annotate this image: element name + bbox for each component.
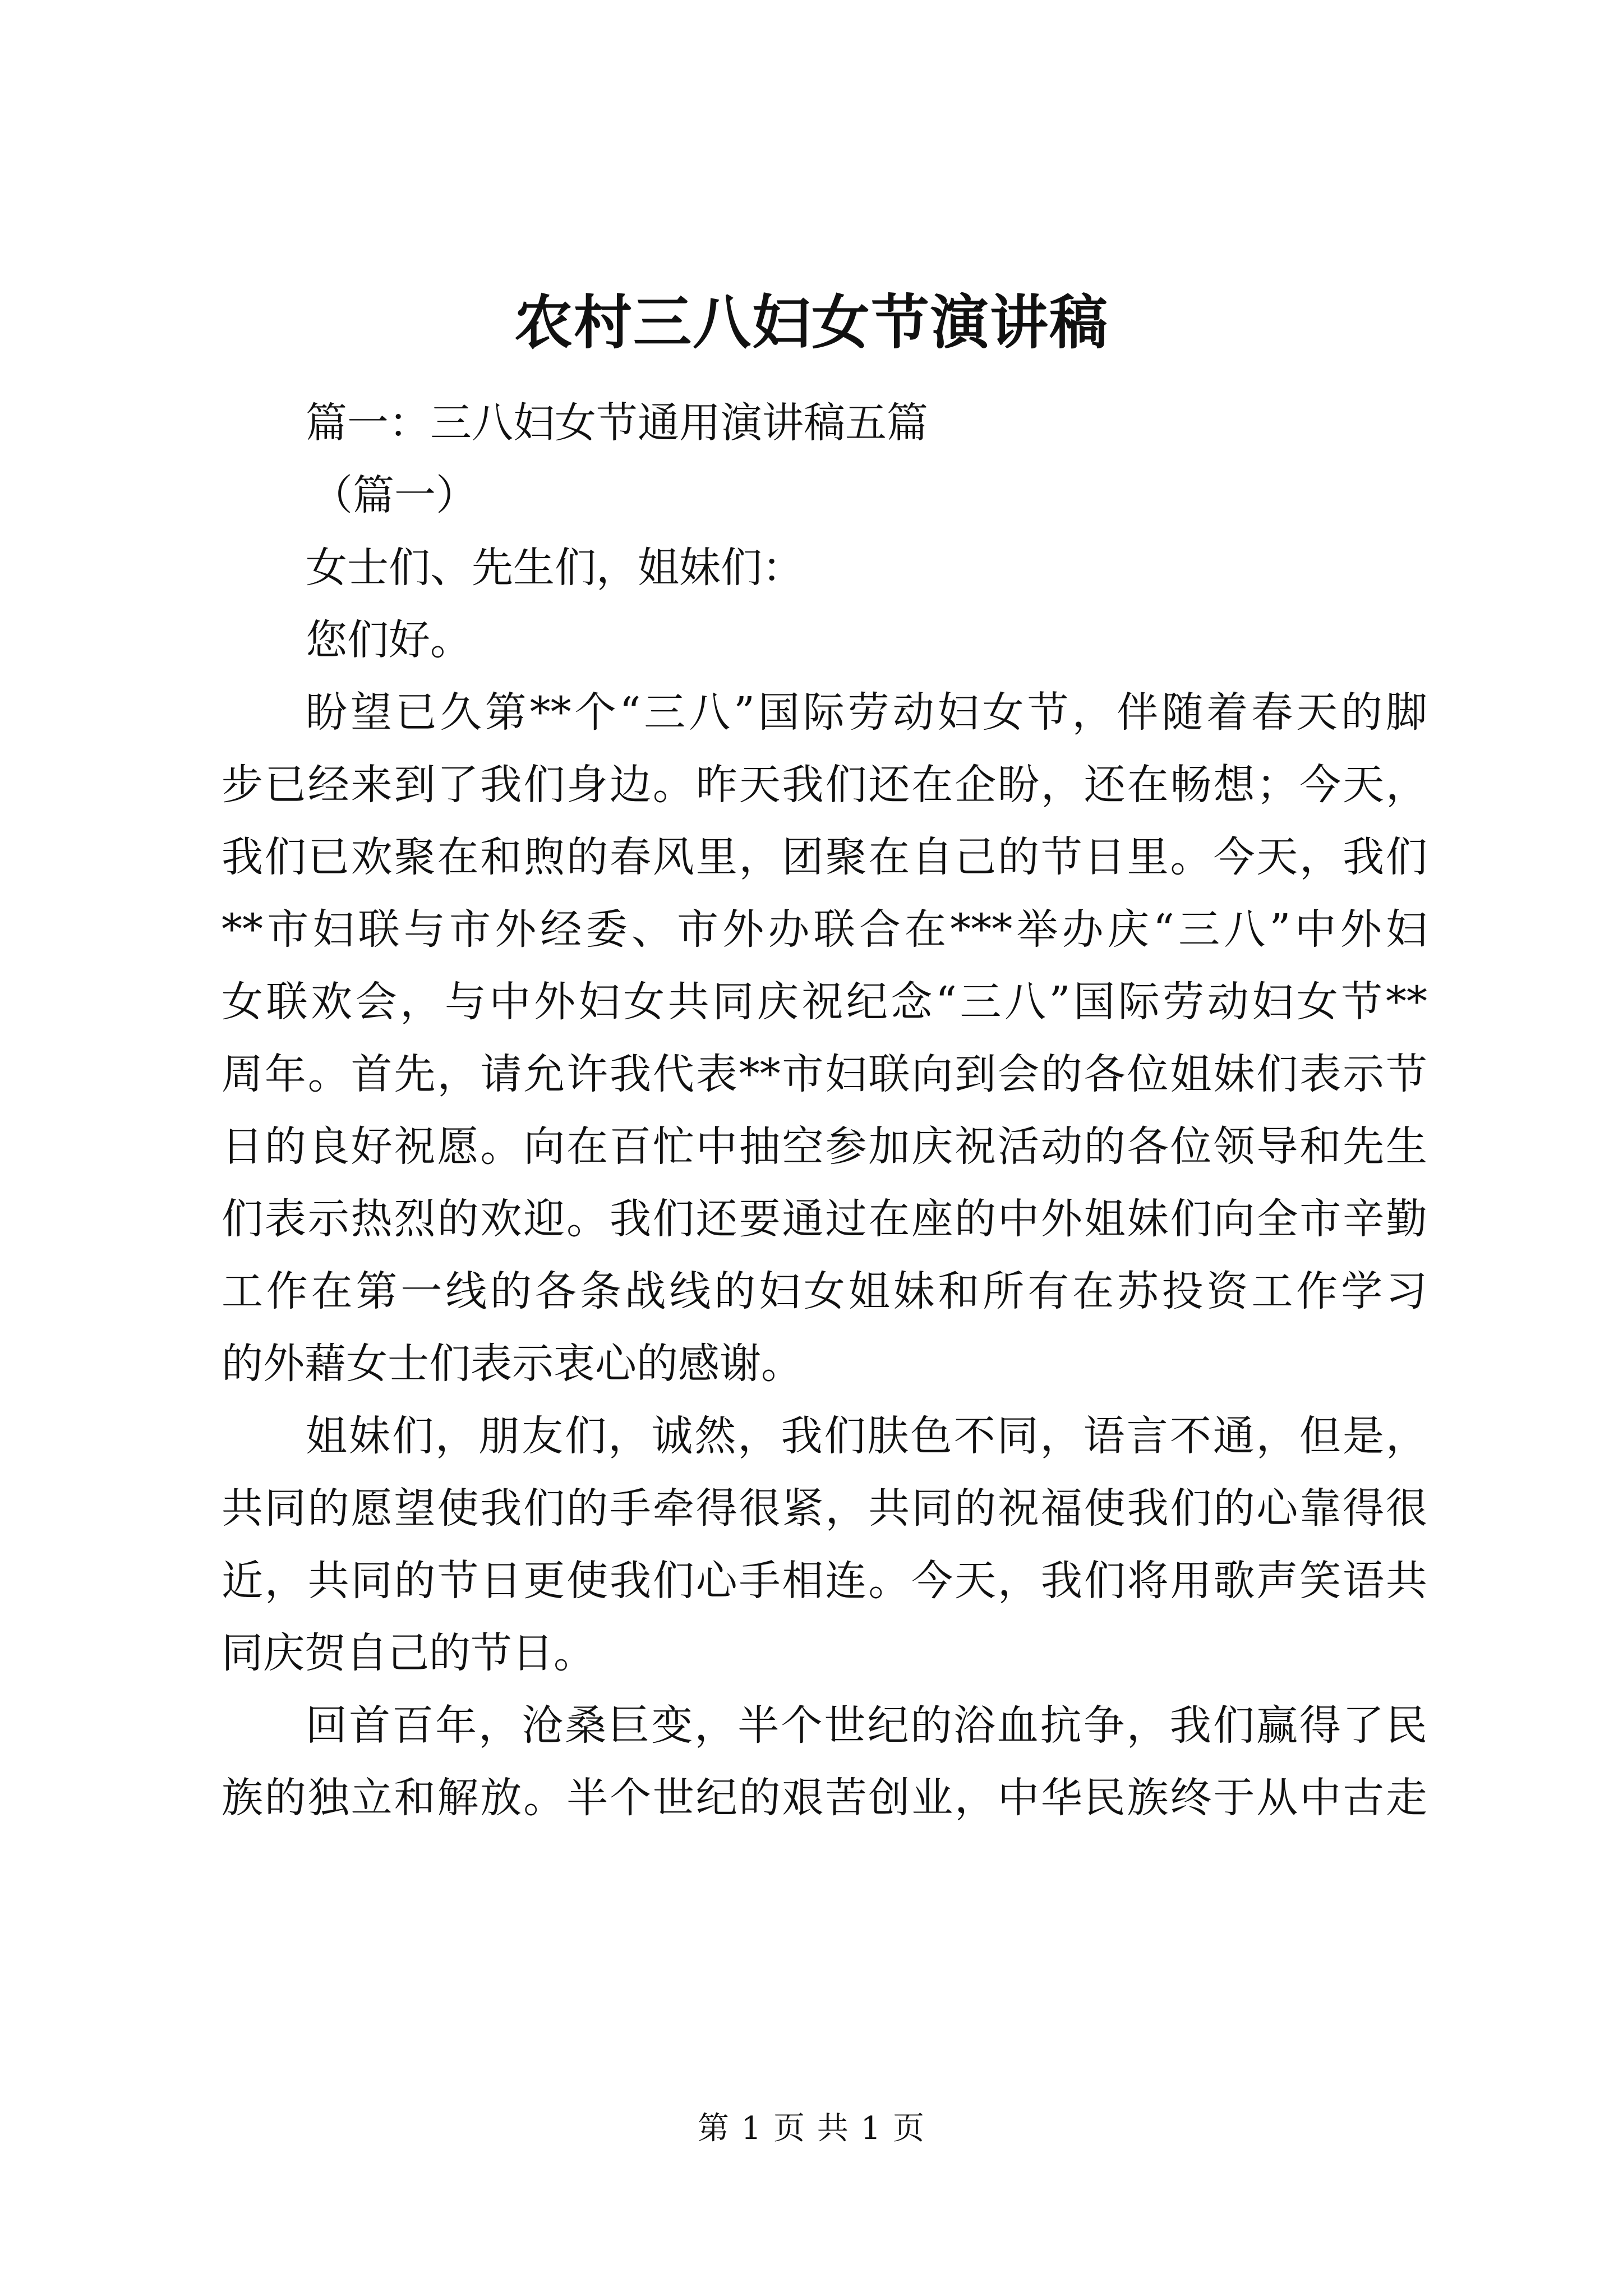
paragraph-line: 族的独立和解放。半个世纪的艰苦创业，中华民族终于从中古走 xyxy=(222,1774,1427,1822)
page-footer: 第 1 页 共 1 页 xyxy=(697,2110,926,2147)
subsection-label: （篇一） xyxy=(311,471,477,519)
paragraph-line: 共同的愿望使我们的手牵得很紧，共同的祝福使我们的心靠得很 xyxy=(222,1484,1427,1533)
section-heading: 篇一：三八妇女节通用演讲稿五篇 xyxy=(306,399,928,447)
paragraph-line: 女联欢会，与中外妇女共同庆祝纪念“三八”国际劳动妇女节** xyxy=(222,978,1427,1026)
paragraph-line: 近，共同的节日更使我们心手相连。今天，我们将用歌声笑语共 xyxy=(222,1557,1427,1605)
paragraph-line: 日的良好祝愿。向在百忙中抽空参加庆祝活动的各位领导和先生 xyxy=(222,1122,1427,1171)
document-body xyxy=(222,387,1427,1834)
paragraph-line: 工作在第一线的各条战线的妇女姐妹和所有在苏投资工作学习 xyxy=(222,1267,1427,1315)
salutation: 女士们、先生们，姐妹们： xyxy=(306,544,804,592)
paragraph-line: 我们已欢聚在和煦的春风里，团聚在自己的节日里。今天，我们 xyxy=(222,833,1427,881)
greeting: 您们好。 xyxy=(306,616,472,664)
paragraph-line: 步已经来到了我们身边。昨天我们还在企盼，还在畅想；今天， xyxy=(222,761,1427,809)
document-title: 农村三八妇女节演讲稿 xyxy=(514,288,1109,357)
paragraph-line: 回首百年，沧桑巨变，半个世纪的浴血抗争，我们赢得了民 xyxy=(306,1701,1427,1750)
paragraph-line: **市妇联与市外经委、市外办联合在***举办庆“三八”中外妇 xyxy=(222,905,1427,954)
paragraph-line: 的外藉女士们表示衷心的感谢。 xyxy=(222,1340,803,1388)
paragraph-line: 姐妹们，朋友们，诚然，我们肤色不同，语言不通，但是， xyxy=(306,1412,1427,1460)
paragraph-line: 们表示热烈的欢迎。我们还要通过在座的中外姐妹们向全市辛勤 xyxy=(222,1195,1427,1243)
paragraph-line: 周年。首先，请允许我代表**市妇联向到会的各位姐妹们表示节 xyxy=(222,1050,1427,1098)
paragraph-line: 盼望已久第**个“三八”国际劳动妇女节，伴随着春天的脚 xyxy=(306,688,1427,737)
paragraph-line: 同庆贺自己的节日。 xyxy=(222,1629,595,1677)
